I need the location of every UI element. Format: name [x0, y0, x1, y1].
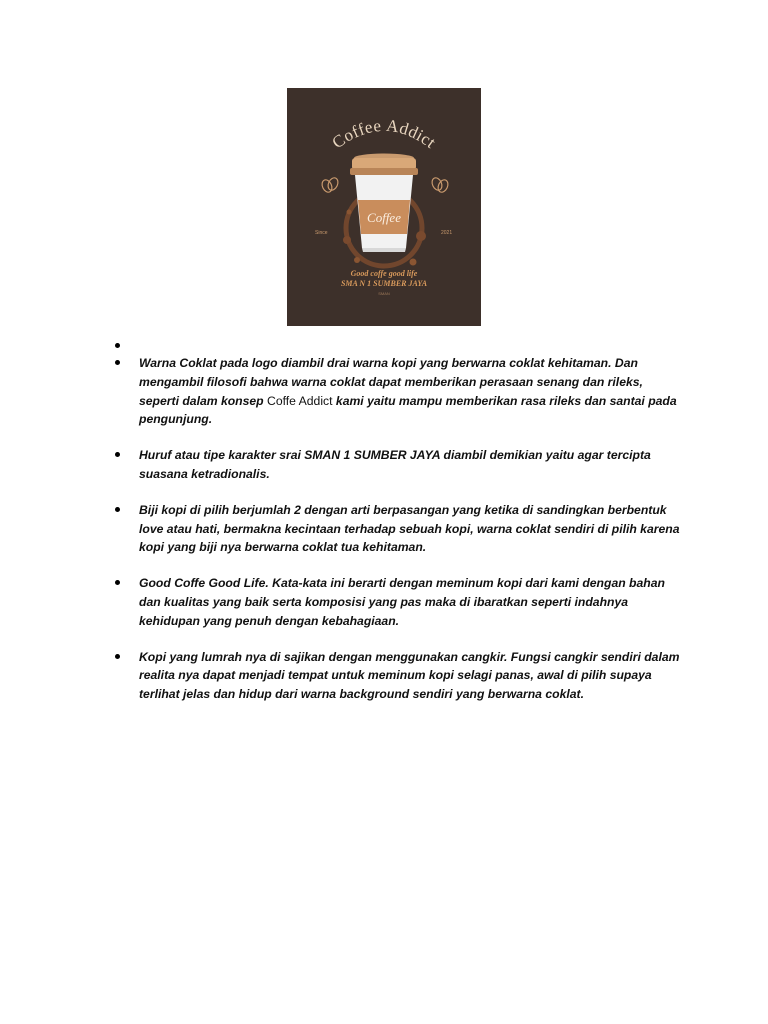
explanation-list: [112, 337, 682, 704]
coffee-cup-icon: [350, 154, 418, 253]
coffee-bean-icon-left: [320, 176, 340, 194]
list-item-text: [139, 356, 677, 426]
logo-title: Coffee Addict: [328, 115, 440, 153]
bullet-icon: [115, 507, 120, 512]
list-item-empty: [112, 337, 682, 354]
coffee-bean-icon-right: [430, 176, 450, 194]
coffee-addict-logo: [287, 88, 481, 326]
list-item-font: [112, 446, 682, 484]
list-item-tagline: [112, 574, 682, 630]
bullet-icon: [115, 654, 120, 659]
concept-name: Coffe Addict: [267, 393, 333, 408]
color-text-start: Warna Coklat pada logo diambil drai warna kopi yang berwarna coklat kehitaman. Dan mengambil filosofi bahwa warna coklat dapat memberikan perasaan senang dan rileks, seperti dalam konsep: [139, 356, 643, 408]
color-text-end: kami yaitu mampu memberikan rasa rileks dan santai pada pengunjung.: [139, 393, 677, 427]
bullet-icon: [115, 452, 120, 457]
list-item-text: Good Coffe Good Life. Kata-kata ini berarti dengan meminum kopi dari kami dengan bahan dan kualitas yang baik serta komposisi yang pas maka di ibaratkan seperti indahnya kehidupan yang penuh dengan kebahagiaan.: [139, 576, 665, 628]
logo-tagline: Good coffe good life: [350, 269, 418, 278]
logo-school-name: SMA N 1 SUMBER JAYA: [340, 279, 428, 288]
list-item-text: Huruf atau tipe karakter srai SMAN 1 SUMBER JAYA diambil demikian yaitu agar tercipta suasana ketradionalis.: [139, 448, 651, 481]
bullet-icon: [115, 580, 120, 585]
bullet-icon: [115, 343, 120, 348]
cup-label: Coffee: [367, 210, 401, 225]
bullet-icon: [115, 360, 120, 365]
list-item-cup: [112, 648, 682, 704]
since-label: Since: [315, 230, 328, 236]
list-item-beans: [112, 501, 682, 557]
list-item-color: [112, 354, 682, 429]
logo-small-text: SMAN: [378, 291, 390, 296]
list-item-text: Biji kopi di pilih berjumlah 2 dengan arti berpasangan yang ketika di sandingkan berbentuk love atau hati, bermakna kecintaan terhadap sebuah kopi, warna coklat sendiri di pilih karena kopi yang biji nya berwarna coklat tua kehitaman.: [139, 502, 680, 555]
since-year: 2021: [441, 230, 453, 236]
list-item-text: Kopi yang lumrah nya di sajikan dengan menggunakan cangkir. Fungsi cangkir sendiri dalam realita nya dapat menjadi tempat untuk meminum kopi selagi panas, awal di pilih supaya terlihat jelas dan hidup dari warna background sendiri yang berwarna coklat.: [139, 649, 680, 702]
